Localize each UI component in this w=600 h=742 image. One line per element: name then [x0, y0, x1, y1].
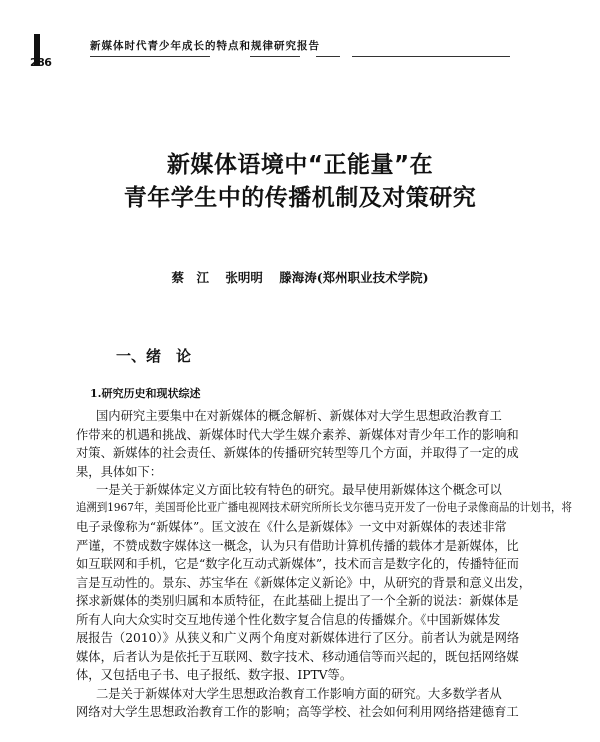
- author-3-affiliation: 滕海涛(郑州职业技术学院): [279, 270, 429, 285]
- body-line: 国内研究主要集中在对新媒体的概念解析、新媒体对大学生思想政治教育工: [96, 409, 502, 423]
- author-1: 蔡 江: [171, 270, 209, 285]
- article-title-line-1: 新媒体语境中“正能量”在: [166, 152, 434, 178]
- body-line: 电子录像称为“新媒体”。匡文波在《什么是新媒体》一文中对新媒体的表述非常: [76, 520, 507, 534]
- article-title-line-2: 青年学生中的传播机制及对策研究: [123, 185, 477, 211]
- body-line: 果，具体如下：: [76, 464, 163, 479]
- page-number: 286: [30, 56, 52, 69]
- body-line: 如互联网和手机，它是“数字化互动式新媒体”，技术而言是数字化的，传播特征而: [76, 557, 519, 571]
- body-line: 体，又包括电子书、电子报纸、数字报、IPTV等。: [76, 668, 353, 682]
- body-line: 二是关于新媒体对大学生思想政治教育工作影响方面的研究。大多数学者从: [96, 686, 502, 701]
- section-heading: 一、绪 论: [116, 347, 192, 365]
- author-list: [0, 268, 600, 286]
- header-rule-gap: [210, 53, 250, 59]
- running-title: 新媒体时代青少年成长的特点和规律研究报告: [90, 40, 320, 52]
- body-line: 网络对大学生思想政治教育工作的影响；高等学校、社会如何利用网络搭建德育工: [76, 705, 519, 719]
- body-line: 追溯到1967年，美国哥伦比亚广播电视网技术研究所所长戈尔德马克开发了一份电子录像商品的计划书，将: [76, 500, 572, 514]
- body-line: 展报告（2010）》从狭义和广义两个角度对新媒体进行了区分。前者认为就是网络: [76, 631, 520, 645]
- subsection-heading: 1.研究历史和现状综述: [90, 387, 201, 400]
- body-line: 言是互动性的。景东、苏宝华在《新媒体定义新论》中，从研究的背景和意义出发，: [76, 575, 531, 590]
- body-line: 探求新媒体的类别归属和本质特征，在此基础上提出了一个全新的说法：新媒体是: [76, 594, 519, 608]
- header-rule-gap: [340, 53, 352, 59]
- header-rule-gap: [300, 53, 316, 59]
- body-line: 对策、新媒体的社会责任、新媒体的传播研究转型等几个方面，并取得了一定的成: [76, 446, 519, 460]
- body-line: 所有人向大众实时交互地传递个性化数字复合信息的传播媒介。《中国新媒体发: [76, 612, 501, 627]
- body-line: 严谨，不赞成数字媒体这一概念，认为只有借助计算机传播的载体才是新媒体，比: [76, 538, 519, 553]
- body-line: 一是关于新媒体定义方面比较有特色的研究。最早使用新媒体这个概念可以: [96, 483, 502, 497]
- body-line: 媒体，后者认为是依托于互联网、数字技术、移动通信等而兴起的，既包括网络媒: [76, 649, 519, 664]
- body-line: 作带来的机遇和挑战、新媒体时代大学生媒介素养、新媒体对青少年工作的影响和: [76, 427, 519, 442]
- author-2: 张明明: [225, 270, 263, 285]
